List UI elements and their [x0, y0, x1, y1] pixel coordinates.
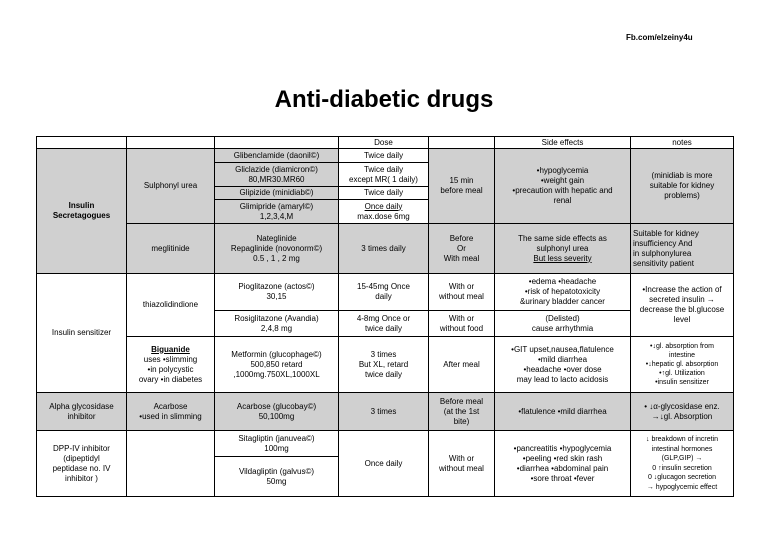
class-cell: Sulphonyl urea: [127, 149, 215, 224]
side-effects-cell: •pancreatitis •hypoglycemia •peeling •red skin rash •diarrhea •abdominal pain •sore throat •fever: [495, 431, 631, 497]
class-cell: [127, 431, 215, 497]
facebook-credit: Fb.com/elzeiny4u: [626, 33, 693, 42]
timing-cell: With or without food: [429, 311, 495, 337]
header-timing: [429, 137, 495, 149]
drug-cell: Glipizide (minidiab©): [215, 187, 339, 200]
class-cell: thiazolidindione: [127, 274, 215, 337]
table-row: [37, 224, 734, 274]
drug-cell: Nateglinide Repaglinide (novonorm©) 0.5 , 1 , 2 mg: [215, 224, 339, 274]
notes-cell: •Increase the action of secreted insulin → decrease the bl.glucose level: [631, 274, 734, 337]
class-cell: meglitinide: [127, 224, 215, 274]
notes-cell: (minidiab is more suitable for kidney problems): [631, 149, 734, 224]
timing-cell: With or without meal: [429, 431, 495, 497]
dose-cell: 3 times But XL, retard twice daily: [339, 337, 429, 393]
side-effects-cell: •hypoglycemia •weight gain •precaution with hepatic and renal: [495, 149, 631, 224]
category-cell: Insulin sensitizer: [37, 274, 127, 393]
drug-cell: Vildagliptin (galvus©) 50mg: [215, 457, 339, 497]
page-title: Anti-diabetic drugs: [274, 86, 494, 113]
header-drug: [215, 137, 339, 149]
dose-cell: Twice daily: [339, 149, 429, 163]
notes-cell: Suitable for kidney insufficiency And in sulphonylurea sensitivity patient: [631, 224, 734, 274]
notes-cell: •↓gl. absorption from intestine •↓hepatic gl. absorption •↑gl. Utilization •insulin sensitizer: [631, 337, 734, 393]
dose-cell: 3 times daily: [339, 224, 429, 274]
table-row: [37, 337, 734, 393]
drug-cell: Glibenclamide (daonil©): [215, 149, 339, 163]
drug-cell: Metformin (glucophage©) 500,850 retard ,1000mg.750XL,1000XL: [215, 337, 339, 393]
table-row: [37, 393, 734, 431]
category-cell: DPP-IV inhibitor (dipeptidyl peptidase no. IV inhibitor ): [37, 431, 127, 497]
header-row: [37, 137, 734, 149]
header-notes: notes: [631, 137, 734, 149]
timing-cell: Before meal (at the 1st bite): [429, 393, 495, 431]
side-effects-cell: •GIT upset,nausea,flatulence •mild diarrhea •headache •over dose may lead to lacto acidosis: [495, 337, 631, 393]
drug-cell: Rosiglitazone (Avandia) 2,4,8 mg: [215, 311, 339, 337]
side-effects-cell: •flatulence •mild diarrhea: [495, 393, 631, 431]
class-cell: Biguanide uses •slimming •in polycystic ovary •in diabetes: [127, 337, 215, 393]
table-row: [37, 274, 734, 311]
drug-cell: Gliclazide (diamicron©) 80,MR30.MR60: [215, 163, 339, 187]
side-effects-cell: The same side effects as sulphonyl urea But less severity: [495, 224, 631, 274]
dose-cell: 15-45mg Once daily: [339, 274, 429, 311]
dose-cell: Once daily max.dose 6mg: [339, 200, 429, 224]
header-category: [37, 137, 127, 149]
header-class: [127, 137, 215, 149]
drug-table: [36, 136, 734, 497]
dose-cell: Twice daily: [339, 187, 429, 200]
table-row: [37, 431, 734, 457]
timing-cell: After meal: [429, 337, 495, 393]
header-dose: Dose: [339, 137, 429, 149]
drug-cell: Glimipride (amaryl©) 1,2,3,4,M: [215, 200, 339, 224]
side-effects-cell: (Delisted) cause arrhythmia: [495, 311, 631, 337]
dose-cell: 3 times: [339, 393, 429, 431]
drug-cell: Sitagliptin (januvea©) 100mg: [215, 431, 339, 457]
notes-cell: ↓ breakdown of incretin intestinal hormones (GLP,GIP) → 0 ↑insulin secretion 0 ↓glucagon secretion → hypoglycemic effect: [631, 431, 734, 497]
table-row: [37, 149, 734, 163]
dose-cell: Once daily: [339, 431, 429, 497]
class-cell: Acarbose •used in slimming: [127, 393, 215, 431]
timing-cell: 15 min before meal: [429, 149, 495, 224]
notes-cell: • ↓α-glycosidase enz. →↓gl. Absorption: [631, 393, 734, 431]
side-effects-cell: •edema •headache •risk of hepatotoxicity &urinary bladder cancer: [495, 274, 631, 311]
dose-cell: Twice daily except MR( 1 daily): [339, 163, 429, 187]
drug-cell: Pioglitazone (actos©) 30,15: [215, 274, 339, 311]
header-side-effects: Side effects: [495, 137, 631, 149]
dose-cell: 4-8mg Once or twice daily: [339, 311, 429, 337]
category-cell: Alpha glycosidase inhibitor: [37, 393, 127, 431]
category-cell: Insulin Secretagogues: [37, 149, 127, 274]
timing-cell: With or without meal: [429, 274, 495, 311]
timing-cell: Before Or With meal: [429, 224, 495, 274]
drug-cell: Acarbose (glucobay©) 50,100mg: [215, 393, 339, 431]
